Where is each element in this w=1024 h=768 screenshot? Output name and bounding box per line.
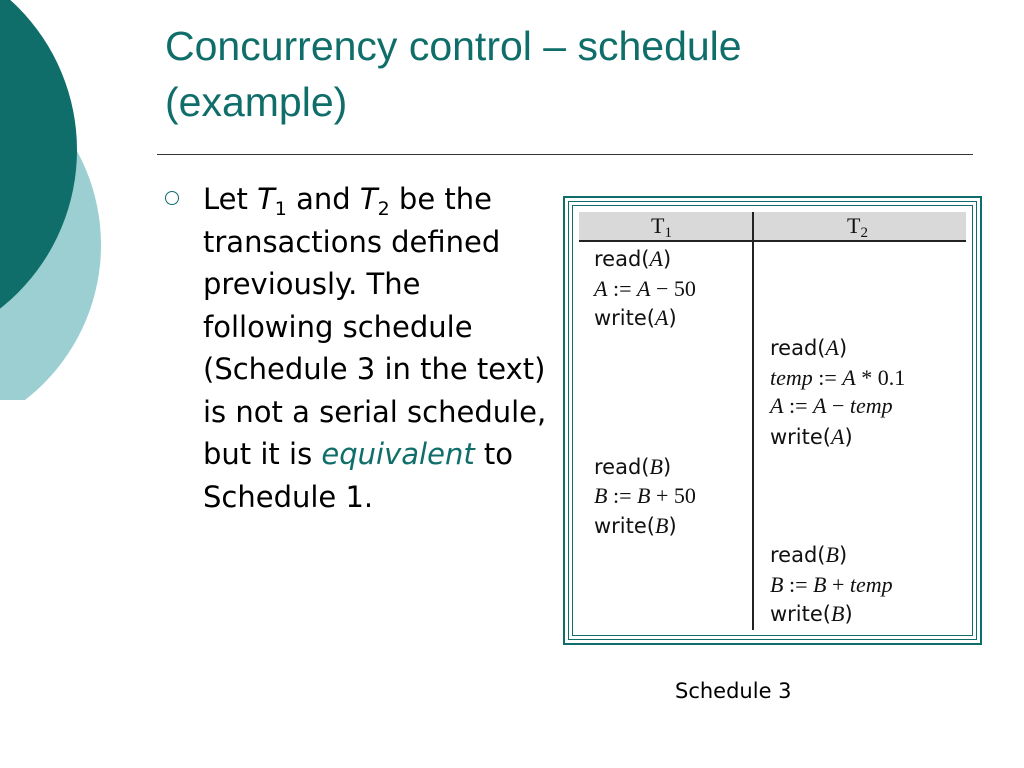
t1-symbol: T: [257, 182, 275, 216]
bullet-body: be the transactions defined previously. The following schedule (Schedule 3 in the text) is not a serial schedule, but it is: [203, 182, 547, 471]
title-line-2: (example): [165, 79, 348, 125]
schedule-header-bar: [579, 212, 966, 240]
slide-title: [165, 18, 985, 130]
t2-read-a: read(A): [770, 335, 848, 360]
hollow-circle-bullet-icon: [165, 191, 179, 205]
bullet-ending: to Schedule 1.: [203, 437, 514, 514]
t1-write-a: write(A): [594, 305, 677, 330]
schedule-header-rule: [579, 240, 966, 242]
figure-caption: Schedule 3: [675, 679, 792, 703]
t1-read-b: read(B): [594, 454, 672, 479]
schedule-table: [565, 198, 984, 647]
slide-decoration: [0, 0, 110, 400]
bullet-let: Let: [203, 182, 258, 216]
header-t2: $T_2$: [847, 213, 868, 241]
bullet-and: and: [286, 182, 360, 216]
bullet-text: [203, 178, 553, 518]
t2-symbol: T: [359, 182, 378, 216]
t1-subscript: 1: [274, 198, 287, 220]
schedule-figure-frame: [563, 196, 982, 645]
t1-write-b: write(B): [594, 513, 677, 538]
t2-write-a: write(A): [770, 424, 853, 449]
t2-write-b: write(B): [770, 601, 853, 626]
t2-read-b: read(B): [770, 542, 848, 567]
t1-assign-b: B := B + 50: [594, 483, 696, 508]
title-line-1: Concurrency control – schedule: [165, 23, 742, 69]
t1-read-a: read(A): [594, 246, 672, 271]
t2-subscript: 2: [377, 198, 390, 220]
schedule-column-divider: [752, 212, 754, 630]
t2-assign-b: B := B + temp: [770, 572, 893, 597]
t2-assign-a: A := A − temp: [770, 393, 893, 418]
t2-temp-assign: temp := A * 0.1: [770, 365, 906, 390]
header-t1: $T_1$: [651, 213, 672, 241]
emphasis-equivalent: equivalent: [321, 437, 475, 471]
t1-assign-a: A := A − 50: [594, 276, 696, 301]
title-divider: [157, 154, 973, 155]
